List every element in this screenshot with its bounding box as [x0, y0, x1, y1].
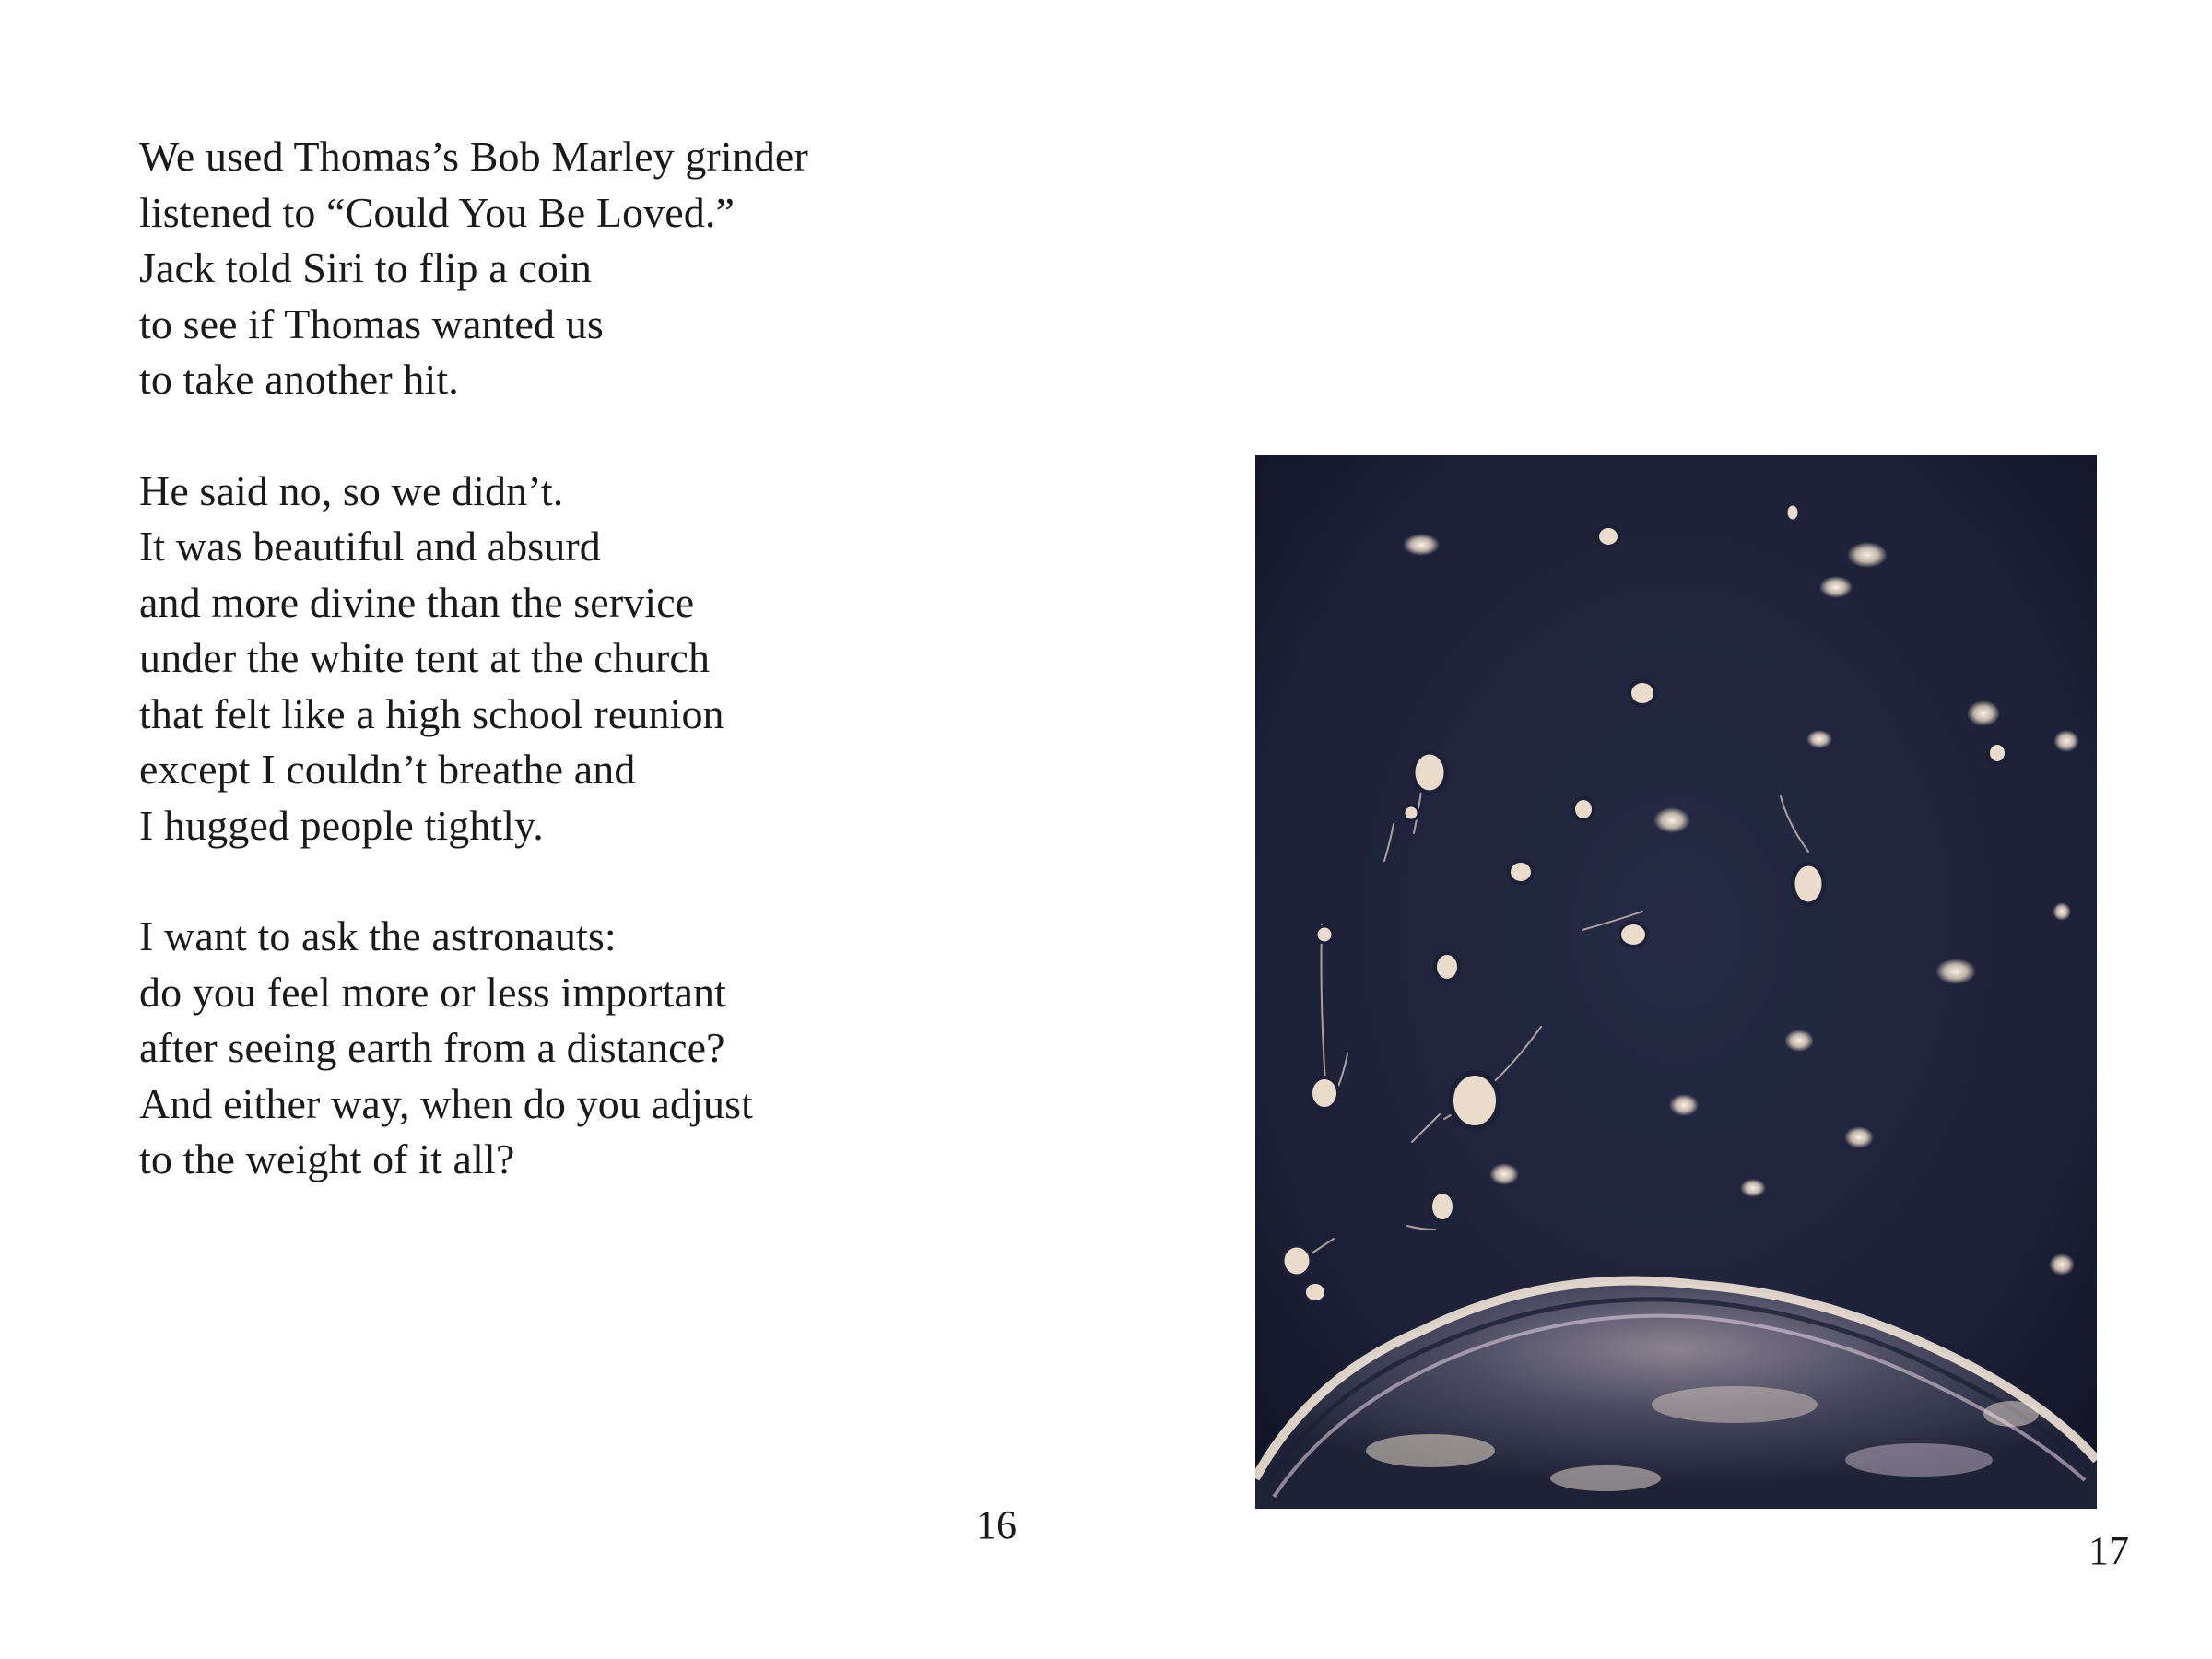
poem-line: And either way, when do you adjust: [139, 1079, 753, 1127]
poem-line: under the white tent at the church: [139, 634, 711, 681]
poem-line: do you feel more or less important: [139, 968, 727, 1016]
poem-line: It was beautiful and absurd: [139, 523, 601, 570]
poem-text: [139, 129, 1061, 1243]
poem-line: after seeing earth from a distance?: [139, 1024, 725, 1071]
poem-line: Jack told Siri to flip a coin: [139, 244, 592, 291]
page-number-left: 16: [976, 1502, 1017, 1547]
stanza-3: [139, 909, 1061, 1188]
poem-line: and more divine than the service: [139, 578, 695, 626]
poem-line: that felt like a high school reunion: [139, 689, 724, 737]
poem-line: I hugged people tightly.: [139, 801, 544, 849]
poem-line: to the weight of it all?: [139, 1135, 515, 1182]
poem-line: I want to ask the astronauts:: [139, 912, 617, 959]
poem-line: We used Thomas’s Bob Marley grinder: [139, 133, 808, 180]
poem-line: He said no, so we didn’t.: [139, 466, 564, 514]
space-photograph: [1255, 455, 2097, 1509]
stanza-2: [139, 464, 1061, 854]
page-number-right: 17: [2088, 1528, 2129, 1573]
photo-artwork: [1255, 455, 2097, 1509]
poem-line: to see if Thomas wanted us: [139, 300, 604, 347]
poem-line: except I couldn’t breathe and: [139, 746, 636, 793]
poem-line: to take another hit.: [139, 356, 459, 403]
poem-line: listened to “Could You Be Loved.”: [139, 188, 735, 236]
stanza-1: [139, 129, 1061, 408]
